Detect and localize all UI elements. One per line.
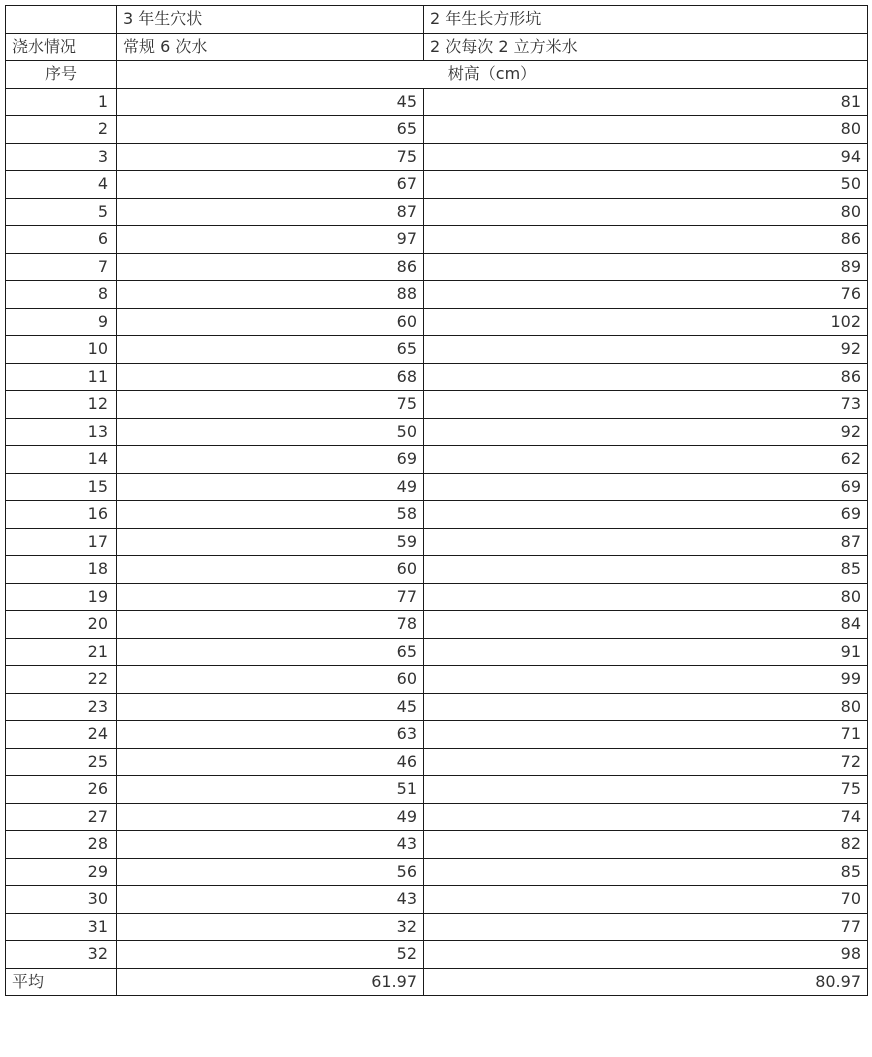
header-row-watering bbox=[6, 33, 868, 61]
row-index-cell[interactable]: 14 bbox=[6, 446, 117, 474]
table-row bbox=[6, 776, 868, 804]
group-a-height-cell[interactable]: 45 bbox=[117, 693, 424, 721]
table-row bbox=[6, 693, 868, 721]
row-index-cell[interactable]: 21 bbox=[6, 638, 117, 666]
row-index-cell[interactable]: 30 bbox=[6, 886, 117, 914]
header-index-label[interactable]: 序号 bbox=[6, 61, 117, 89]
group-b-height-cell[interactable]: 69 bbox=[424, 473, 868, 501]
group-b-height-cell[interactable]: 102 bbox=[424, 308, 868, 336]
group-a-height-cell[interactable]: 88 bbox=[117, 281, 424, 309]
tree-height-table bbox=[5, 5, 868, 996]
row-index-cell[interactable]: 1 bbox=[6, 88, 117, 116]
table-row bbox=[6, 583, 868, 611]
table-row bbox=[6, 913, 868, 941]
group-b-height-cell[interactable]: 75 bbox=[424, 776, 868, 804]
group-b-height-cell[interactable]: 74 bbox=[424, 803, 868, 831]
group-b-height-cell[interactable]: 50 bbox=[424, 171, 868, 199]
group-b-height-cell[interactable]: 98 bbox=[424, 941, 868, 969]
group-a-height-cell[interactable]: 77 bbox=[117, 583, 424, 611]
row-index-cell[interactable]: 13 bbox=[6, 418, 117, 446]
group-a-height-cell[interactable]: 52 bbox=[117, 941, 424, 969]
table-row bbox=[6, 666, 868, 694]
table-row bbox=[6, 116, 868, 144]
row-index-cell[interactable]: 18 bbox=[6, 556, 117, 584]
group-b-height-cell[interactable]: 85 bbox=[424, 556, 868, 584]
group-b-height-cell[interactable]: 80 bbox=[424, 198, 868, 226]
table-row bbox=[6, 143, 868, 171]
table-row bbox=[6, 88, 868, 116]
group-b-height-cell[interactable]: 80 bbox=[424, 116, 868, 144]
table-row bbox=[6, 336, 868, 364]
row-index-cell[interactable]: 8 bbox=[6, 281, 117, 309]
group-a-height-cell[interactable]: 65 bbox=[117, 638, 424, 666]
header-group-a-watering[interactable]: 常规 6 次水 bbox=[117, 33, 424, 61]
table-row bbox=[6, 886, 868, 914]
header-row-planting bbox=[6, 6, 868, 34]
average-label-cell[interactable]: 平均 bbox=[6, 968, 117, 996]
group-b-height-cell[interactable]: 82 bbox=[424, 831, 868, 859]
group-b-height-cell[interactable]: 85 bbox=[424, 858, 868, 886]
group-b-height-cell[interactable]: 99 bbox=[424, 666, 868, 694]
row-index-cell[interactable]: 26 bbox=[6, 776, 117, 804]
group-b-height-cell[interactable]: 91 bbox=[424, 638, 868, 666]
row-index-cell[interactable]: 16 bbox=[6, 501, 117, 529]
table-row bbox=[6, 281, 868, 309]
group-b-height-cell[interactable]: 69 bbox=[424, 501, 868, 529]
average-row bbox=[6, 968, 868, 996]
row-index-cell[interactable]: 10 bbox=[6, 336, 117, 364]
row-index-cell[interactable]: 9 bbox=[6, 308, 117, 336]
row-index-cell[interactable]: 4 bbox=[6, 171, 117, 199]
table-row bbox=[6, 308, 868, 336]
header-group-b-planting[interactable]: 2 年生长方形坑 bbox=[424, 6, 868, 34]
group-a-height-cell[interactable]: 75 bbox=[117, 391, 424, 419]
table-row bbox=[6, 858, 868, 886]
table-body bbox=[6, 6, 868, 996]
group-b-height-cell[interactable]: 73 bbox=[424, 391, 868, 419]
group-b-height-cell[interactable]: 84 bbox=[424, 611, 868, 639]
group-a-height-cell[interactable]: 65 bbox=[117, 116, 424, 144]
group-a-height-cell[interactable]: 56 bbox=[117, 858, 424, 886]
group-a-height-cell[interactable]: 49 bbox=[117, 473, 424, 501]
header-measure-label[interactable]: 树高（cm） bbox=[117, 61, 868, 89]
row-index-cell[interactable]: 2 bbox=[6, 116, 117, 144]
table-row bbox=[6, 446, 868, 474]
table-row bbox=[6, 803, 868, 831]
table-row bbox=[6, 556, 868, 584]
group-a-height-cell[interactable]: 63 bbox=[117, 721, 424, 749]
row-index-cell[interactable]: 3 bbox=[6, 143, 117, 171]
header-group-b-watering[interactable]: 2 次每次 2 立方米水 bbox=[424, 33, 868, 61]
table-row bbox=[6, 831, 868, 859]
row-index-cell[interactable]: 31 bbox=[6, 913, 117, 941]
row-index-cell[interactable]: 22 bbox=[6, 666, 117, 694]
group-a-height-cell[interactable]: 68 bbox=[117, 363, 424, 391]
group-a-height-cell[interactable]: 65 bbox=[117, 336, 424, 364]
group-b-height-cell[interactable]: 89 bbox=[424, 253, 868, 281]
row-index-cell[interactable]: 5 bbox=[6, 198, 117, 226]
row-index-cell[interactable]: 7 bbox=[6, 253, 117, 281]
group-b-height-cell[interactable]: 86 bbox=[424, 226, 868, 254]
row-index-cell[interactable]: 6 bbox=[6, 226, 117, 254]
row-index-cell[interactable]: 28 bbox=[6, 831, 117, 859]
group-b-height-cell[interactable]: 62 bbox=[424, 446, 868, 474]
table-row bbox=[6, 253, 868, 281]
group-a-average-cell[interactable]: 61.97 bbox=[117, 968, 424, 996]
table-row bbox=[6, 473, 868, 501]
group-a-height-cell[interactable]: 86 bbox=[117, 253, 424, 281]
group-b-height-cell[interactable]: 87 bbox=[424, 528, 868, 556]
group-b-height-cell[interactable]: 94 bbox=[424, 143, 868, 171]
row-index-cell[interactable]: 32 bbox=[6, 941, 117, 969]
group-a-height-cell[interactable]: 58 bbox=[117, 501, 424, 529]
header-empty-cell[interactable] bbox=[6, 6, 117, 34]
row-index-cell[interactable]: 20 bbox=[6, 611, 117, 639]
group-a-height-cell[interactable]: 46 bbox=[117, 748, 424, 776]
group-b-height-cell[interactable]: 80 bbox=[424, 693, 868, 721]
table-row bbox=[6, 638, 868, 666]
row-index-cell[interactable]: 19 bbox=[6, 583, 117, 611]
group-b-height-cell[interactable]: 92 bbox=[424, 336, 868, 364]
group-b-height-cell[interactable]: 71 bbox=[424, 721, 868, 749]
group-b-height-cell[interactable]: 70 bbox=[424, 886, 868, 914]
group-b-height-cell[interactable]: 86 bbox=[424, 363, 868, 391]
group-a-height-cell[interactable]: 59 bbox=[117, 528, 424, 556]
table-row bbox=[6, 391, 868, 419]
group-a-height-cell[interactable]: 75 bbox=[117, 143, 424, 171]
row-index-cell[interactable]: 17 bbox=[6, 528, 117, 556]
row-index-cell[interactable]: 24 bbox=[6, 721, 117, 749]
group-b-height-cell[interactable]: 92 bbox=[424, 418, 868, 446]
row-index-cell[interactable]: 29 bbox=[6, 858, 117, 886]
group-a-height-cell[interactable]: 50 bbox=[117, 418, 424, 446]
table-row bbox=[6, 198, 868, 226]
group-a-height-cell[interactable]: 32 bbox=[117, 913, 424, 941]
group-a-height-cell[interactable]: 43 bbox=[117, 831, 424, 859]
group-b-average-cell[interactable]: 80.97 bbox=[424, 968, 868, 996]
header-watering-label[interactable]: 浇水情况 bbox=[6, 33, 117, 61]
group-a-height-cell[interactable]: 60 bbox=[117, 666, 424, 694]
group-a-height-cell[interactable]: 87 bbox=[117, 198, 424, 226]
row-index-cell[interactable]: 11 bbox=[6, 363, 117, 391]
table-row bbox=[6, 226, 868, 254]
group-a-height-cell[interactable]: 60 bbox=[117, 308, 424, 336]
group-a-height-cell[interactable]: 49 bbox=[117, 803, 424, 831]
table-row bbox=[6, 611, 868, 639]
group-a-height-cell[interactable]: 67 bbox=[117, 171, 424, 199]
table-row bbox=[6, 941, 868, 969]
group-b-height-cell[interactable]: 81 bbox=[424, 88, 868, 116]
group-a-height-cell[interactable]: 45 bbox=[117, 88, 424, 116]
table-row bbox=[6, 721, 868, 749]
group-a-height-cell[interactable]: 60 bbox=[117, 556, 424, 584]
table-row bbox=[6, 501, 868, 529]
table-row bbox=[6, 528, 868, 556]
table-row bbox=[6, 171, 868, 199]
row-index-cell[interactable]: 12 bbox=[6, 391, 117, 419]
row-index-cell[interactable]: 27 bbox=[6, 803, 117, 831]
header-group-a-planting[interactable]: 3 年生穴状 bbox=[117, 6, 424, 34]
row-index-cell[interactable]: 15 bbox=[6, 473, 117, 501]
group-b-height-cell[interactable]: 80 bbox=[424, 583, 868, 611]
table-row bbox=[6, 418, 868, 446]
row-index-cell[interactable]: 23 bbox=[6, 693, 117, 721]
table-row bbox=[6, 363, 868, 391]
group-b-height-cell[interactable]: 72 bbox=[424, 748, 868, 776]
group-a-height-cell[interactable]: 97 bbox=[117, 226, 424, 254]
group-b-height-cell[interactable]: 76 bbox=[424, 281, 868, 309]
table-row bbox=[6, 748, 868, 776]
group-a-height-cell[interactable]: 69 bbox=[117, 446, 424, 474]
group-a-height-cell[interactable]: 78 bbox=[117, 611, 424, 639]
row-index-cell[interactable]: 25 bbox=[6, 748, 117, 776]
header-row-columns bbox=[6, 61, 868, 89]
group-a-height-cell[interactable]: 51 bbox=[117, 776, 424, 804]
group-b-height-cell[interactable]: 77 bbox=[424, 913, 868, 941]
group-a-height-cell[interactable]: 43 bbox=[117, 886, 424, 914]
